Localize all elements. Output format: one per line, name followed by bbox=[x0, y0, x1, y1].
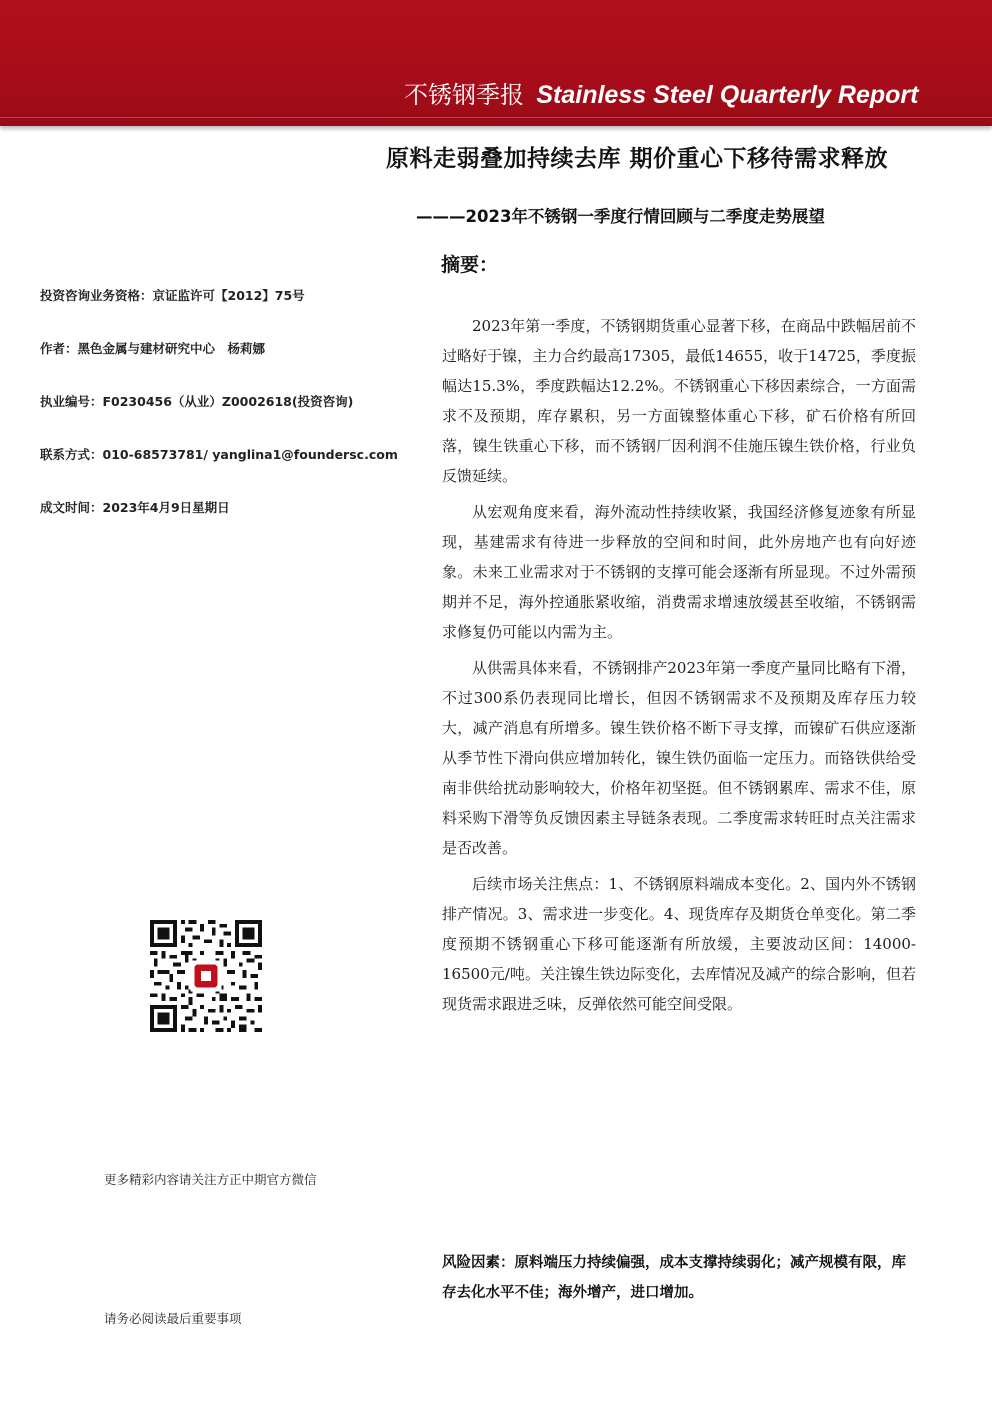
license-line: 投资咨询业务资格：京证监许可【2012】75号 bbox=[40, 288, 305, 303]
paragraph: 从宏观角度来看，海外流动性持续收紧，我国经济修复迹象有所显现，基建需求有待进一步释放的空间和时间，此外房地产也有向好迹象。未来工业需求对于不锈钢的支撑可能会逐渐有所显现。不过外需预期并不足，海外控通胀紧收缩，消费需求增速放缓甚至收缩，不锈钢需求修复仍可能以内需为主。 bbox=[442, 503, 916, 641]
risk-factors: 风险因素：原料端压力持续偏强，成本支撑持续弱化；减产规模有限，库存去化水平不佳；海外增产，进口增加。 bbox=[442, 1255, 906, 1301]
banner-divider bbox=[0, 117, 992, 118]
contact-line: 联系方式：010-68573781/ yanglina1@foundersc.com bbox=[40, 447, 398, 462]
abstract-label: 摘要： bbox=[441, 254, 499, 276]
paragraph: 2023年第一季度，不锈钢期货重心显著下移，在商品中跌幅居前不过略好于镍，主力合约最高17305，最低14655，收于14725，季度振幅达15.3%，季度跌幅达12.2%。不锈钢重心下移因素综合，一方面需求不及预期，库存累积，另一方面镍整体重心下移，矿石价格有所回落，镍生铁重心下移，而不锈钢厂因利润不佳施压镍生铁价格，行业负反馈延续。 bbox=[442, 317, 916, 485]
author-info bbox=[40, 286, 400, 551]
header-banner bbox=[0, 0, 992, 126]
report-title-cn: 不锈钢季报 bbox=[404, 81, 524, 109]
date-line: 成文时间：2023年4月9日星期日 bbox=[40, 500, 230, 515]
main-title: 原料走弱叠加持续去库 期价重心下移待需求释放 bbox=[386, 146, 889, 172]
qr-caption: 更多精彩内容请关注方正中期官方微信 bbox=[104, 1172, 317, 1187]
report-title bbox=[404, 75, 918, 110]
registration-line: 执业编号：F0230456（从业）Z0002618(投资咨询) bbox=[40, 394, 354, 409]
disclaimer-notice: 请务必阅读最后重要事项 bbox=[104, 1311, 242, 1326]
sub-title: ———2023年不锈钢一季度行情回顾与二季度走势展望 bbox=[416, 207, 825, 226]
author-line: 作者：黑色金属与建材研究中心 杨莉娜 bbox=[40, 341, 266, 356]
paragraph: 从供需具体来看，不锈钢排产2023年第一季度产量同比略有下滑，不过300系仍表现同比增长，但因不锈钢需求不及预期及库存压力较大，减产消息有所增多。镍生铁价格不断下寻支撑，而镍矿石供应逐渐从季节性下滑向供应增加转化，镍生铁仍面临一定压力。而铬铁供给受南非供给扰动影响较大，价格年初坚挺。但不锈钢累库、需求不佳，原料采购下滑等负反馈因素主导链条表现。二季度需求转旺时点关注需求是否改善。 bbox=[442, 659, 916, 857]
abstract-body bbox=[442, 311, 916, 1025]
report-title-en: Stainless Steel Quarterly Report bbox=[536, 81, 919, 109]
wechat-qr-code bbox=[150, 920, 262, 1032]
paragraph: 后续市场关注焦点：1、不锈钢原料端成本变化。2、国内外不锈钢排产情况。3、需求进一步变化。4、现货库存及期货仓单变化。第二季度预期不锈钢重心下移可能逐渐有所放缓，主要波动区间：14000-16500元/吨。关注镍生铁边际变化，去库情况及减产的综合影响，但若现货需求跟进乏味，反弹依然可能空间受限。 bbox=[442, 875, 916, 1013]
